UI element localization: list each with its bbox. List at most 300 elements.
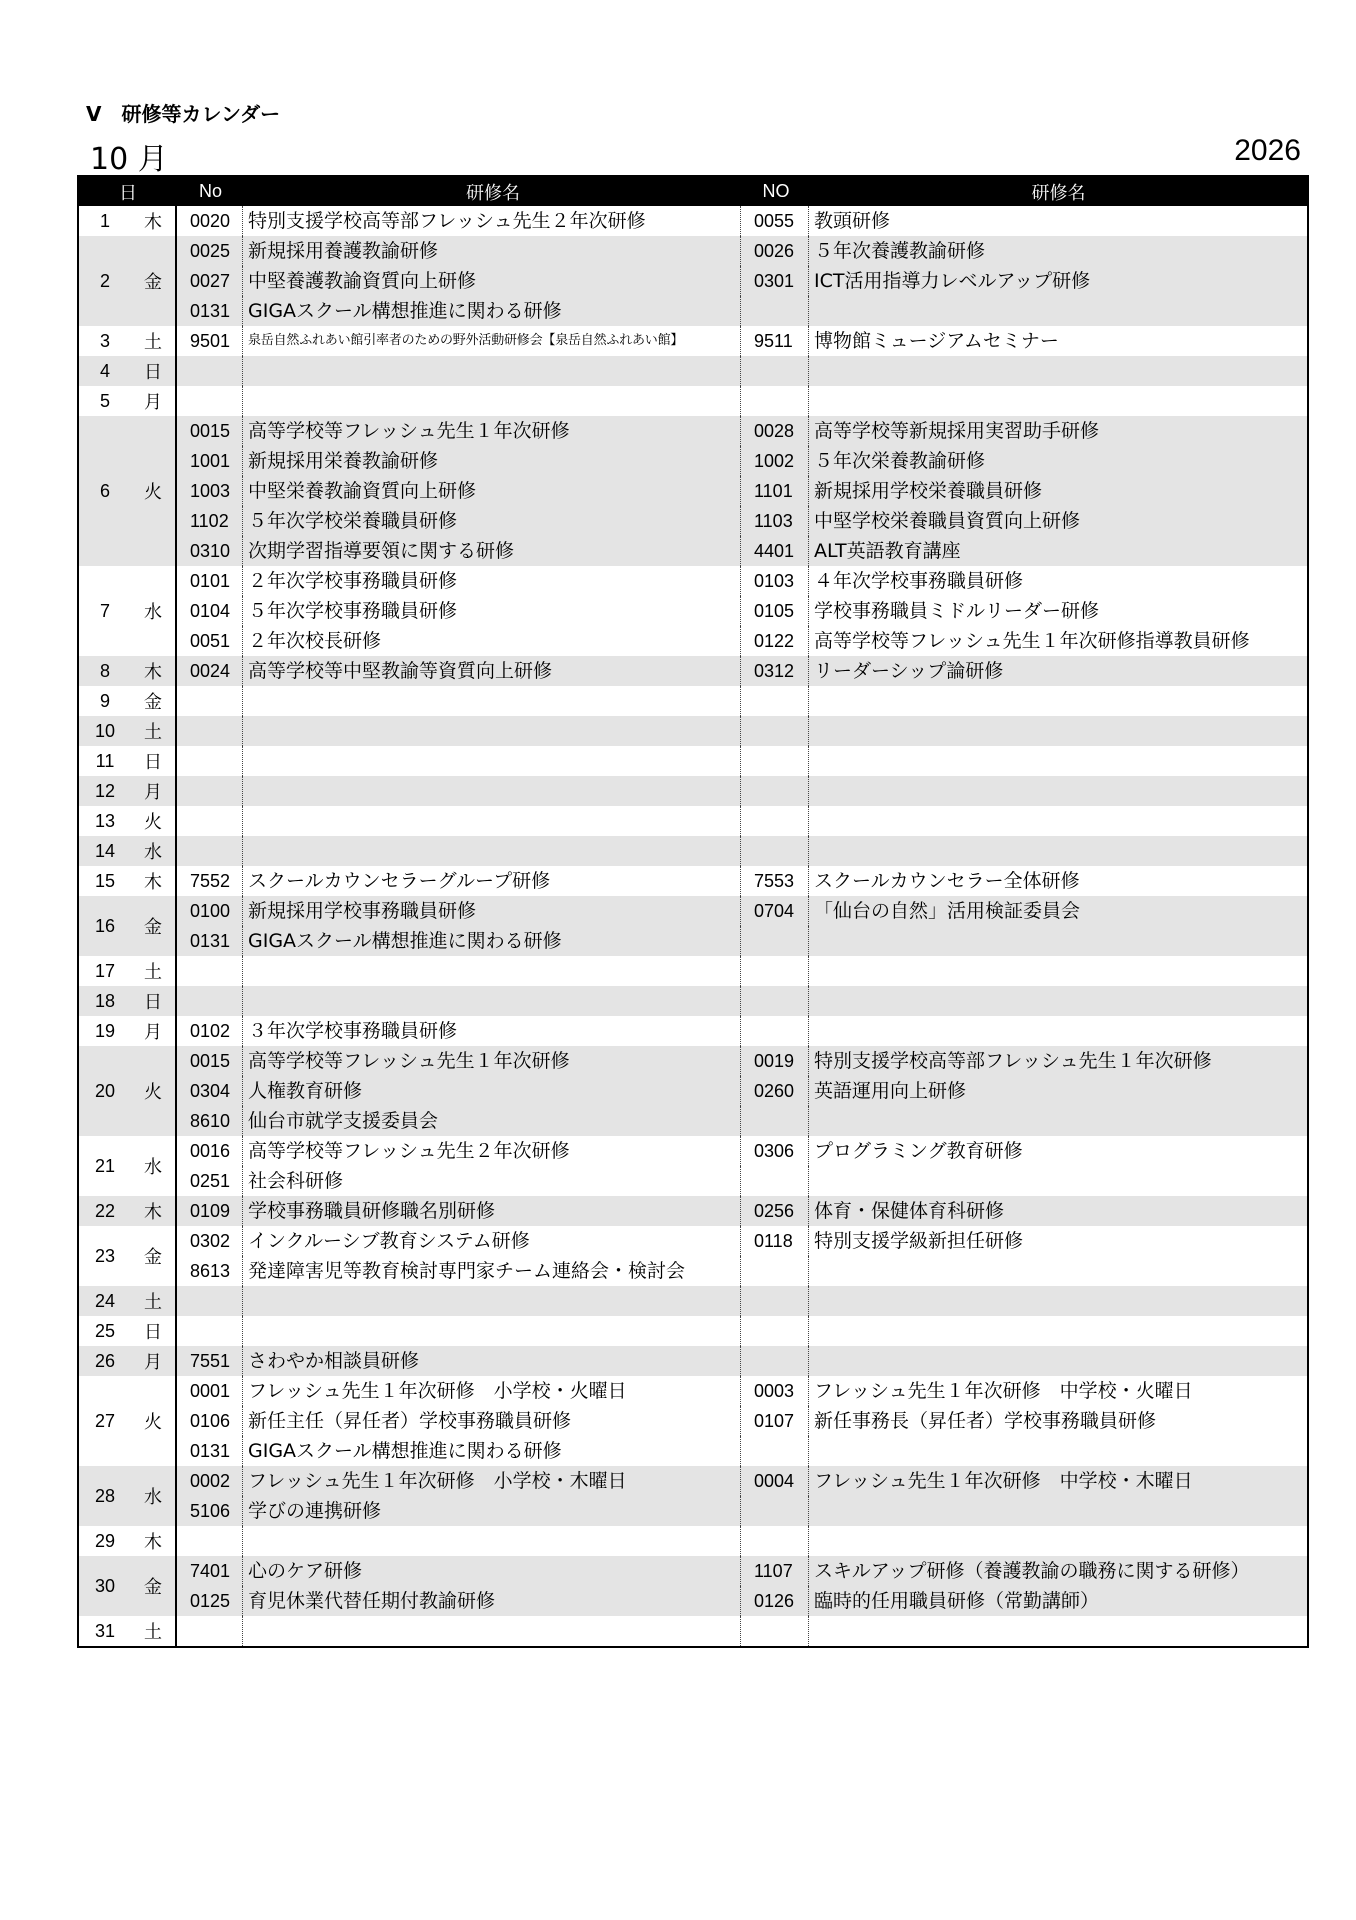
training-no-left: 0104	[190, 601, 231, 621]
training-name-left: 中堅栄養教諭資質向上研修	[242, 476, 740, 506]
training-no-left	[177, 746, 242, 776]
training-no-right: 1101	[740, 476, 808, 506]
training-no-right: 0105	[740, 596, 808, 626]
day-block	[79, 326, 1307, 356]
training-name-left	[242, 686, 740, 716]
training-no-left: 0125	[190, 1591, 231, 1611]
training-line	[177, 1226, 1305, 1256]
day-cell	[79, 356, 177, 386]
day-number: 28	[94, 1485, 116, 1506]
day-cell	[79, 956, 177, 986]
training-name-left: 新規採用学校事務職員研修	[242, 896, 740, 926]
day-block	[79, 866, 1307, 896]
training-no-right	[740, 1616, 808, 1646]
day-number: 11	[95, 750, 115, 771]
training-name-left: 育児休業代替任期付教諭研修	[242, 1586, 740, 1616]
training-no-left: 0109	[190, 1201, 231, 1221]
training-name-left: GIGAスクール構想推進に関わる研修	[242, 1436, 740, 1466]
training-name-right: 新規採用学校栄養職員研修	[808, 476, 1305, 506]
training-line	[177, 1526, 1305, 1556]
training-line	[177, 1076, 1305, 1106]
day-number: 24	[94, 1290, 116, 1311]
training-name-left: 新規採用養護教諭研修	[242, 236, 740, 266]
training-name-right: スキルアップ研修（養護教諭の職務に関する研修）	[808, 1556, 1305, 1586]
training-no-left: 0100	[190, 901, 231, 921]
training-name-right	[808, 716, 1305, 746]
training-no-right: 0126	[740, 1586, 808, 1616]
header-no-right: NO	[762, 181, 790, 201]
weekday: 日	[144, 362, 162, 383]
training-line	[177, 626, 1305, 656]
training-name-left: フレッシュ先生１年次研修 小学校・火曜日	[242, 1376, 740, 1406]
day-cell	[79, 1376, 177, 1466]
day-cell	[79, 236, 177, 326]
training-lines	[177, 896, 1305, 956]
training-no-left: 0051	[190, 631, 231, 651]
training-name-right: 特別支援学級新担任研修	[808, 1226, 1305, 1256]
training-name-left	[242, 716, 740, 746]
weekday: 木	[144, 662, 162, 683]
training-name-right	[808, 1346, 1305, 1376]
training-no-left: 0015	[190, 421, 231, 441]
training-name-right	[808, 776, 1305, 806]
training-no-right: 4401	[740, 536, 808, 566]
day-number: 21	[94, 1155, 116, 1176]
training-line	[177, 716, 1305, 746]
training-no-right	[740, 1256, 808, 1286]
header-no-left: No	[198, 181, 222, 201]
training-no-right	[740, 1346, 808, 1376]
training-no-right: 0301	[740, 266, 808, 296]
day-block	[79, 1466, 1307, 1526]
training-line	[177, 416, 1305, 446]
training-name-left: 人権教育研修	[242, 1076, 740, 1106]
training-no-right	[740, 356, 808, 386]
day-cell	[79, 1016, 177, 1046]
training-no-left: 0131	[190, 931, 231, 951]
day-number: 13	[94, 810, 116, 831]
day-block	[79, 236, 1307, 326]
training-name-right	[808, 1616, 1305, 1646]
training-name-right: ALT英語教育講座	[808, 536, 1305, 566]
training-no-right: 1002	[740, 446, 808, 476]
training-line	[177, 446, 1305, 476]
day-block	[79, 386, 1307, 416]
training-lines	[177, 1376, 1305, 1466]
training-name-left: 学びの連携研修	[242, 1496, 740, 1526]
training-no-left: 5106	[190, 1501, 231, 1521]
day-cell	[79, 1286, 177, 1316]
training-line	[177, 836, 1305, 866]
training-no-right	[740, 746, 808, 776]
training-no-left	[177, 686, 242, 716]
training-name-right: 「仙台の自然」活用検証委員会	[808, 896, 1305, 926]
training-name-right: フレッシュ先生１年次研修 中学校・火曜日	[808, 1376, 1305, 1406]
training-line	[177, 596, 1305, 626]
training-name-left: インクルーシブ教育システム研修	[242, 1226, 740, 1256]
training-no-right: 0019	[740, 1046, 808, 1076]
day-cell	[79, 1196, 177, 1226]
training-name-left: 特別支援学校高等部フレッシュ先生２年次研修	[242, 206, 740, 236]
training-line	[177, 356, 1305, 386]
training-line	[177, 506, 1305, 536]
weekday: 月	[144, 1352, 162, 1373]
training-name-right: 高等学校等新規採用実習助手研修	[808, 416, 1305, 446]
day-number: 31	[94, 1620, 116, 1641]
training-lines	[177, 746, 1305, 776]
day-number: 30	[94, 1575, 116, 1596]
training-name-right	[808, 296, 1305, 326]
day-number: 26	[94, 1350, 116, 1371]
training-no-right	[740, 1316, 808, 1346]
day-block	[79, 416, 1307, 566]
weekday: 水	[144, 1487, 162, 1508]
day-block	[79, 1526, 1307, 1556]
day-cell	[79, 1226, 177, 1286]
training-line	[177, 986, 1305, 1016]
day-block	[79, 356, 1307, 386]
training-name-left: 社会科研修	[242, 1166, 740, 1196]
weekday: 土	[144, 722, 162, 743]
training-name-left: 新任主任（昇任者）学校事務職員研修	[242, 1406, 740, 1436]
training-name-left: 仙台市就学支援委員会	[242, 1106, 740, 1136]
training-lines	[177, 1286, 1305, 1316]
day-block	[79, 776, 1307, 806]
training-no-right: 0055	[740, 206, 808, 236]
month-label: 10 月	[90, 142, 168, 177]
day-block	[79, 1376, 1307, 1466]
training-lines	[177, 716, 1305, 746]
training-lines	[177, 956, 1305, 986]
day-number: 22	[94, 1200, 116, 1221]
training-lines	[177, 686, 1305, 716]
weekday: 月	[144, 392, 162, 413]
header-name-right: 研修名	[1031, 182, 1086, 204]
training-name-left: ５年次学校栄養職員研修	[242, 506, 740, 536]
day-block	[79, 986, 1307, 1016]
training-no-right: 7553	[740, 866, 808, 896]
training-line	[177, 1286, 1305, 1316]
training-name-right	[808, 386, 1305, 416]
training-no-right	[740, 836, 808, 866]
day-number: 29	[94, 1530, 116, 1551]
training-line	[177, 686, 1305, 716]
training-no-right: 0260	[740, 1076, 808, 1106]
training-line	[177, 1016, 1305, 1046]
training-no-left: 7551	[190, 1351, 231, 1371]
training-name-right	[808, 1166, 1305, 1196]
training-name-left: 高等学校等フレッシュ先生２年次研修	[242, 1136, 740, 1166]
training-name-left: 次期学習指導要領に関する研修	[242, 536, 740, 566]
weekday: 日	[144, 992, 162, 1013]
training-name-right: ４年次学校事務職員研修	[808, 566, 1305, 596]
training-line	[177, 476, 1305, 506]
training-line	[177, 536, 1305, 566]
section-title: Ⅴ 研修等カレンダー	[86, 102, 281, 126]
training-no-left: 0024	[190, 661, 231, 681]
training-name-left	[242, 806, 740, 836]
training-line	[177, 956, 1305, 986]
weekday: 金	[144, 692, 162, 713]
training-lines	[177, 1316, 1305, 1346]
day-cell	[79, 656, 177, 686]
day-block	[79, 716, 1307, 746]
training-line	[177, 806, 1305, 836]
training-lines	[177, 1226, 1305, 1286]
training-name-right	[808, 1286, 1305, 1316]
day-cell	[79, 746, 177, 776]
training-name-right	[808, 356, 1305, 386]
training-name-right: 臨時的任用職員研修（常勤講師）	[808, 1586, 1305, 1616]
training-no-right: 0704	[740, 896, 808, 926]
training-name-right: 体育・保健体育科研修	[808, 1196, 1305, 1226]
training-lines	[177, 1526, 1305, 1556]
training-line	[177, 1346, 1305, 1376]
training-no-right	[740, 1496, 808, 1526]
training-no-left: 0251	[190, 1171, 231, 1191]
training-name-left	[242, 956, 740, 986]
training-lines	[177, 206, 1305, 236]
training-name-left	[242, 776, 740, 806]
weekday: 金	[144, 917, 162, 938]
weekday: 月	[144, 782, 162, 803]
day-number: 2	[99, 270, 110, 291]
training-no-left: 7401	[190, 1561, 231, 1581]
training-line	[177, 1106, 1305, 1136]
training-name-right: ５年次養護教諭研修	[808, 236, 1305, 266]
training-line	[177, 1376, 1305, 1406]
training-name-right: 新任事務長（昇任者）学校事務職員研修	[808, 1406, 1305, 1436]
day-block	[79, 1136, 1307, 1196]
training-no-right: 0312	[740, 656, 808, 686]
training-no-right	[740, 926, 808, 956]
training-name-left	[242, 1286, 740, 1316]
training-no-left	[177, 356, 242, 386]
day-number: 7	[99, 600, 110, 621]
training-no-right: 0028	[740, 416, 808, 446]
training-no-right: 0306	[740, 1136, 808, 1166]
training-line	[177, 1166, 1305, 1196]
training-no-left	[177, 1526, 242, 1556]
weekday: 水	[144, 602, 162, 623]
training-name-left	[242, 746, 740, 776]
training-no-left	[177, 1286, 242, 1316]
training-lines	[177, 356, 1305, 386]
day-cell	[79, 836, 177, 866]
training-no-left: 7552	[190, 871, 231, 891]
training-lines	[177, 1046, 1305, 1136]
day-number: 8	[99, 660, 110, 681]
day-block	[79, 1556, 1307, 1616]
day-number: 12	[94, 780, 116, 801]
training-line	[177, 1556, 1305, 1586]
training-name-right: フレッシュ先生１年次研修 中学校・木曜日	[808, 1466, 1305, 1496]
weekday: 土	[144, 1292, 162, 1313]
weekday: 水	[144, 1157, 162, 1178]
year-label: 2026	[1234, 134, 1301, 167]
day-cell	[79, 776, 177, 806]
weekday: 木	[144, 212, 162, 233]
training-line	[177, 1256, 1305, 1286]
training-line	[177, 896, 1305, 926]
day-cell	[79, 986, 177, 1016]
day-cell	[79, 1046, 177, 1136]
training-no-left	[177, 836, 242, 866]
weekday: 土	[144, 962, 162, 983]
day-cell	[79, 1556, 177, 1616]
weekday: 金	[144, 1577, 162, 1598]
weekday: 火	[144, 482, 162, 503]
training-name-right	[808, 806, 1305, 836]
training-name-right	[808, 956, 1305, 986]
training-name-right: 中堅学校栄養職員資質向上研修	[808, 506, 1305, 536]
training-no-left	[177, 956, 242, 986]
training-no-left: 1003	[190, 481, 231, 501]
training-lines	[177, 1466, 1305, 1526]
weekday: 木	[144, 1532, 162, 1553]
training-line	[177, 1436, 1305, 1466]
training-name-right	[808, 1436, 1305, 1466]
day-number: 5	[99, 390, 110, 411]
day-cell	[79, 806, 177, 836]
training-no-right: 9511	[740, 326, 808, 356]
day-block	[79, 806, 1307, 836]
day-number: 20	[94, 1080, 116, 1101]
training-line	[177, 1496, 1305, 1526]
training-name-left	[242, 1316, 740, 1346]
training-no-left	[177, 1616, 242, 1646]
day-number: 25	[94, 1320, 116, 1341]
training-name-left: ２年次学校事務職員研修	[242, 566, 740, 596]
training-calendar-table	[77, 175, 1309, 1648]
training-name-left: スクールカウンセラーグループ研修	[242, 866, 740, 896]
training-no-left: 0020	[190, 211, 231, 231]
training-no-right: 1107	[740, 1556, 808, 1586]
day-cell	[79, 1136, 177, 1196]
training-no-left	[177, 1316, 242, 1346]
training-lines	[177, 326, 1305, 356]
training-no-left	[177, 716, 242, 746]
training-lines	[177, 806, 1305, 836]
training-name-left: 高等学校等フレッシュ先生１年次研修	[242, 1046, 740, 1076]
training-name-right: リーダーシップ論研修	[808, 656, 1305, 686]
training-no-left: 0131	[190, 301, 231, 321]
training-no-left: 0002	[190, 1471, 231, 1491]
training-line	[177, 206, 1305, 236]
training-line	[177, 926, 1305, 956]
training-name-left: GIGAスクール構想推進に関わる研修	[242, 296, 740, 326]
training-name-right: 教頭研修	[808, 206, 1305, 236]
training-no-right	[740, 1286, 808, 1316]
day-cell	[79, 1346, 177, 1376]
training-no-right	[740, 1106, 808, 1136]
training-no-right: 0107	[740, 1406, 808, 1436]
training-no-right: 0118	[740, 1226, 808, 1256]
training-lines	[177, 1016, 1305, 1046]
training-name-right: スクールカウンセラー全体研修	[808, 866, 1305, 896]
training-name-left	[242, 836, 740, 866]
training-name-right	[808, 1256, 1305, 1286]
training-lines	[177, 566, 1305, 656]
training-no-right	[740, 386, 808, 416]
training-no-right	[740, 956, 808, 986]
training-no-left: 0131	[190, 1441, 231, 1461]
training-name-right: 高等学校等フレッシュ先生１年次研修指導教員研修	[808, 626, 1305, 656]
training-no-right: 1103	[740, 506, 808, 536]
training-name-right	[808, 1106, 1305, 1136]
day-block	[79, 956, 1307, 986]
training-line	[177, 1406, 1305, 1436]
weekday: 金	[144, 1247, 162, 1268]
training-line	[177, 296, 1305, 326]
day-block	[79, 1196, 1307, 1226]
weekday: 火	[144, 812, 162, 833]
training-name-left: 学校事務職員研修職名別研修	[242, 1196, 740, 1226]
day-block	[79, 1016, 1307, 1046]
training-name-left: 泉岳自然ふれあい館引率者のための野外活動研修会【泉岳自然ふれあい館】	[242, 326, 740, 356]
weekday: 水	[144, 842, 162, 863]
day-cell	[79, 416, 177, 566]
training-line	[177, 236, 1305, 266]
day-cell	[79, 686, 177, 716]
day-cell	[79, 1526, 177, 1556]
day-number: 27	[94, 1410, 116, 1431]
table-body	[79, 206, 1307, 1646]
weekday: 土	[144, 1622, 162, 1643]
weekday: 木	[144, 872, 162, 893]
day-number: 3	[99, 330, 110, 351]
day-cell	[79, 716, 177, 746]
training-no-left: 9501	[190, 331, 231, 351]
training-name-left: ３年次学校事務職員研修	[242, 1016, 740, 1046]
training-name-right: 博物館ミュージアムセミナー	[808, 326, 1305, 356]
training-no-left: 1001	[190, 451, 231, 471]
training-no-right	[740, 686, 808, 716]
training-no-left: 0102	[190, 1021, 231, 1041]
training-no-right: 0103	[740, 566, 808, 596]
training-name-left: フレッシュ先生１年次研修 小学校・木曜日	[242, 1466, 740, 1496]
training-line	[177, 866, 1305, 896]
day-block	[79, 1616, 1307, 1646]
training-no-left: 0106	[190, 1411, 231, 1431]
training-no-right	[740, 776, 808, 806]
training-no-right	[740, 806, 808, 836]
training-no-left: 0304	[190, 1081, 231, 1101]
weekday: 金	[144, 272, 162, 293]
training-name-right: ５年次栄養教諭研修	[808, 446, 1305, 476]
day-number: 14	[94, 840, 116, 861]
training-name-right	[808, 686, 1305, 716]
day-block	[79, 1046, 1307, 1136]
training-name-right: 英語運用向上研修	[808, 1076, 1305, 1106]
day-block	[79, 1286, 1307, 1316]
training-name-left: GIGAスクール構想推進に関わる研修	[242, 926, 740, 956]
training-no-left	[177, 806, 242, 836]
header-day: 日	[119, 182, 137, 204]
day-number: 1	[99, 210, 110, 231]
weekday: 月	[144, 1022, 162, 1043]
training-no-right: 0026	[740, 236, 808, 266]
training-no-left: 8610	[190, 1111, 231, 1131]
day-number: 4	[99, 360, 110, 381]
training-lines	[177, 1616, 1305, 1646]
training-name-left: 中堅養護教諭資質向上研修	[242, 266, 740, 296]
training-lines	[177, 1556, 1305, 1616]
training-lines	[177, 986, 1305, 1016]
day-number: 10	[94, 720, 116, 741]
training-no-left: 0302	[190, 1231, 231, 1251]
training-name-left	[242, 356, 740, 386]
